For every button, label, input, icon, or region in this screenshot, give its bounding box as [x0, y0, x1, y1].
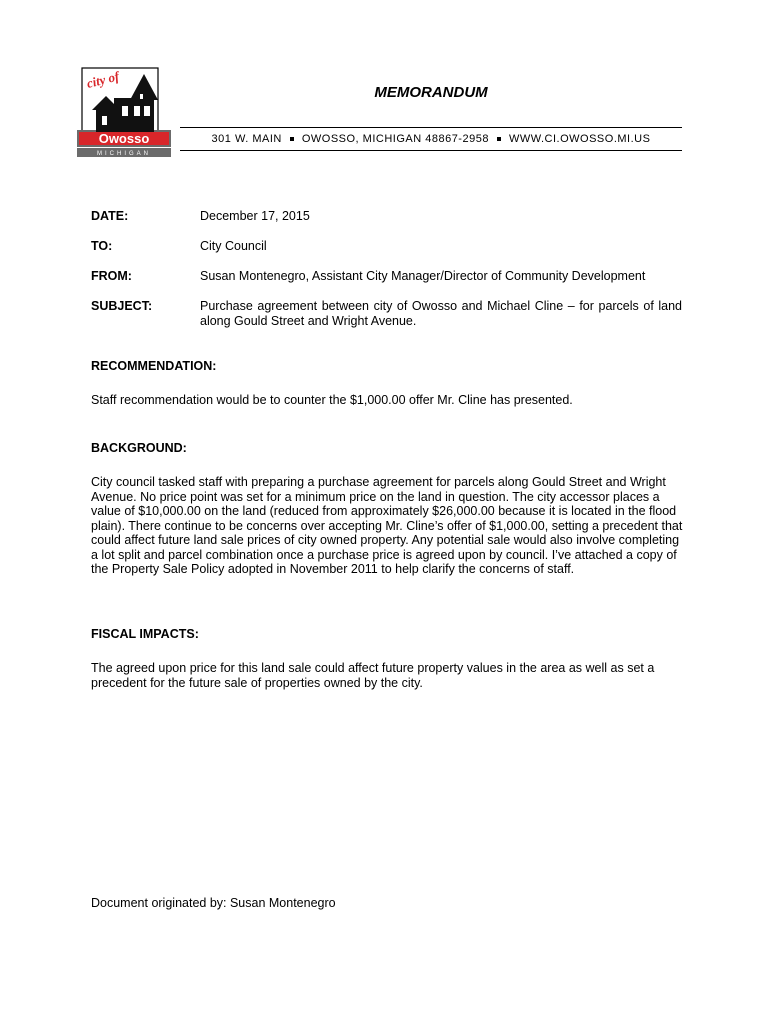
logo-state-text: MICHIGAN	[97, 151, 151, 157]
city-of-owosso-logo	[74, 66, 174, 166]
memo-title: MEMORANDUM	[374, 84, 488, 101]
document-originator: Document originated by: Susan Montenegro	[91, 896, 336, 910]
subject-value: Purchase agreement between city of Owosso and Michael Cline – for parcels of land along Gould Street and Wright Avenue.	[200, 299, 682, 328]
from-label: FROM:	[91, 269, 132, 283]
background-text: City council tasked staff with preparing a purchase agreement for parcels along Gould Street and Wright Avenue. No price point was set for a minimum price on the land in question. The city accessor places a value of $10,000.00 on the land (reduced from approximately $26,000.00 because it is located in the flood plain). There continue to be concerns over accepting Mr. Cline’s offer of $1,000.00, setting a precedent that could affect future land sale prices of city owned property. Any potential sale would also involve completing a lot split and parcel combination once a purchase price is agreed upon by council. I’ve attached a copy of the Property Sale Policy adopted in November 2011 to help clarify the concerns of staff.	[91, 475, 683, 576]
subject-label: SUBJECT:	[91, 299, 153, 313]
from-value: Susan Montenegro, Assistant City Manager/Director of Community Development	[200, 269, 646, 283]
recommendation-text: Staff recommendation would be to counter the $1,000.00 offer Mr. Cline has presented.	[91, 393, 573, 407]
background-heading: BACKGROUND:	[91, 441, 187, 455]
to-label: TO:	[91, 239, 113, 253]
address-website: WWW.CI.OWOSSO.MI.US	[508, 133, 651, 145]
bullet-separator	[497, 137, 501, 141]
date-label: DATE:	[91, 209, 129, 223]
date-value: December 17, 2015	[200, 209, 310, 223]
header-rule-bottom	[180, 150, 682, 151]
recommendation-heading: RECOMMENDATION:	[91, 359, 217, 373]
fiscal-impacts-heading: FISCAL IMPACTS:	[91, 627, 199, 641]
address-line	[180, 133, 682, 145]
fiscal-impacts-text: The agreed upon price for this land sale could affect future property values in the area as well as set a precedent for the future sale of properties owned by the city.	[91, 661, 655, 690]
header-rule-top	[180, 127, 682, 128]
address-city: OWOSSO, MICHIGAN 48867-2958	[301, 133, 489, 145]
to-value: City Council	[200, 239, 267, 253]
bullet-separator	[290, 137, 294, 141]
address-street: 301 W. MAIN	[211, 133, 282, 145]
logo-top-text: city of	[85, 68, 121, 91]
logo-name-text: Owosso	[98, 131, 150, 146]
